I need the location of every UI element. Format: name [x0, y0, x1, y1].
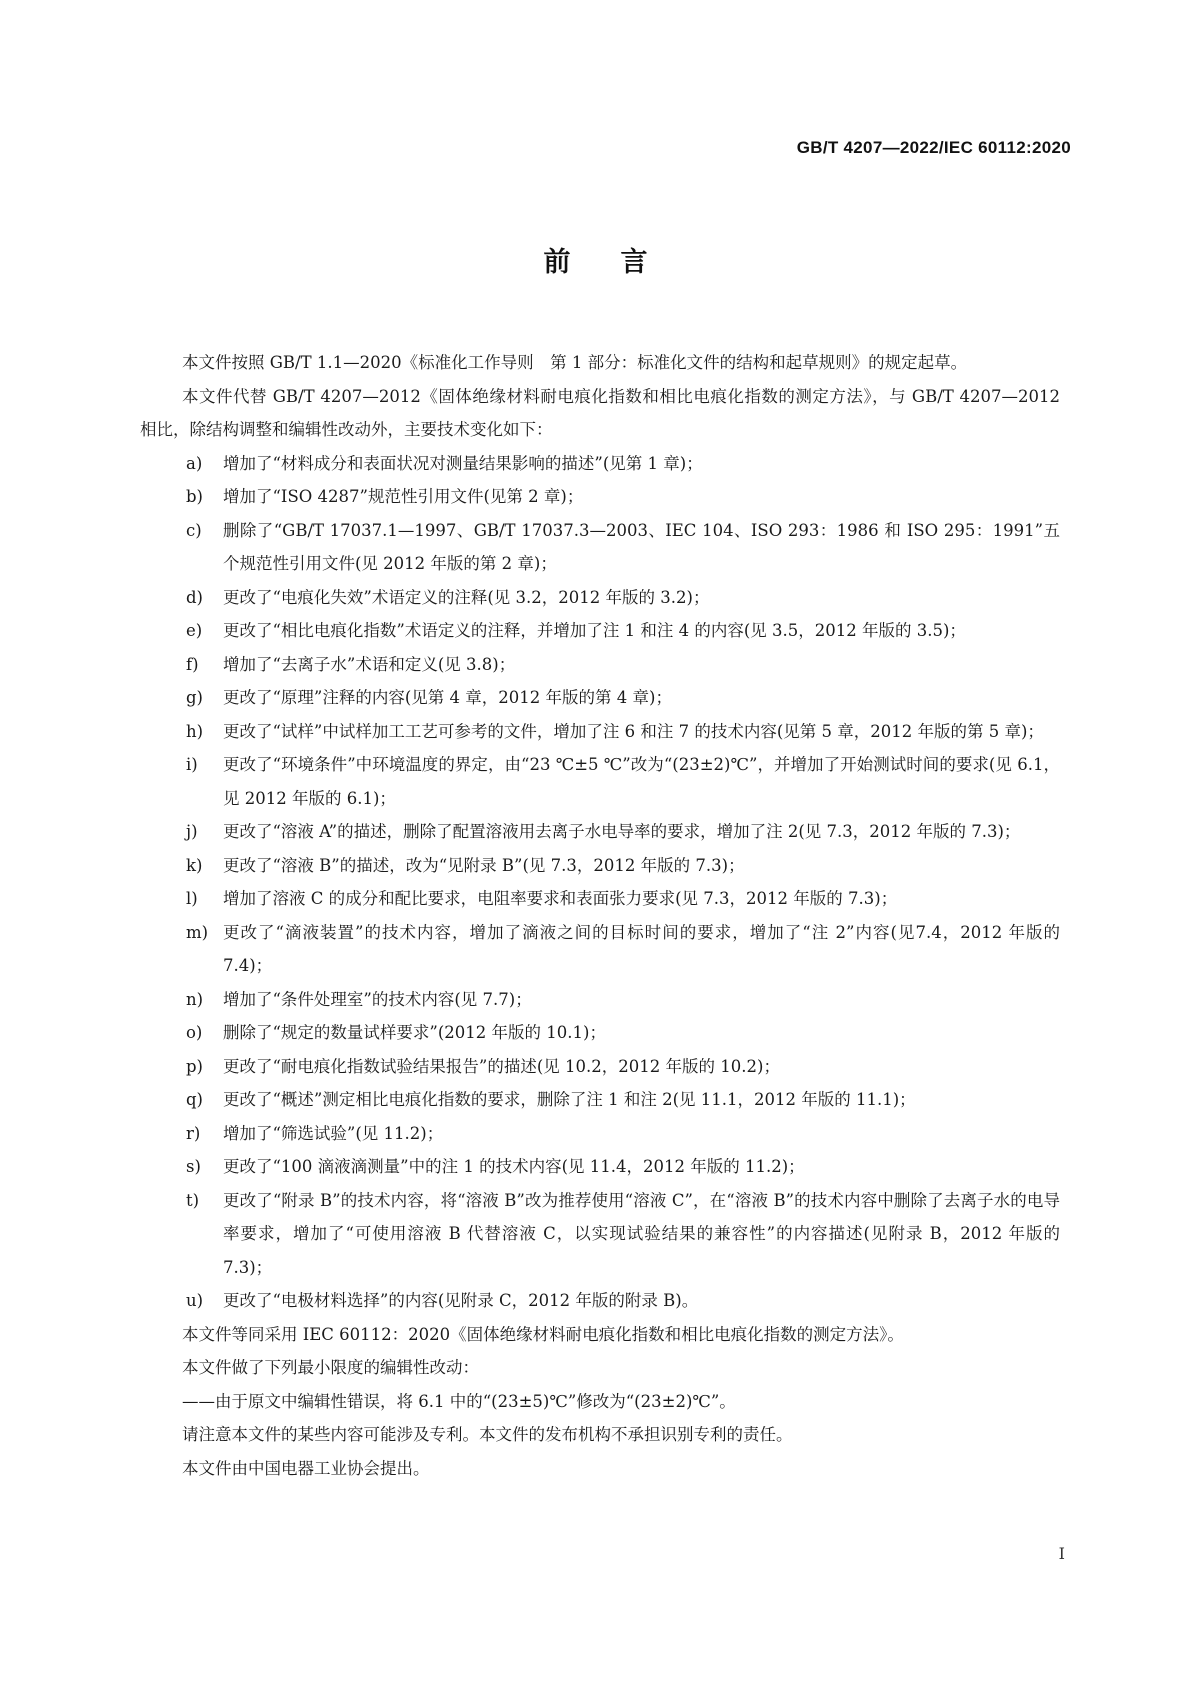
change-item-marker: j) — [186, 822, 198, 841]
change-item-text: 增加了“去离子水”术语和定义(见 3.8)； — [223, 654, 516, 674]
change-item — [140, 1083, 1060, 1117]
change-item — [140, 882, 1060, 916]
change-item — [140, 715, 1060, 749]
change-item — [140, 1184, 1060, 1285]
change-item — [140, 983, 1060, 1017]
change-item-marker: p) — [186, 1056, 203, 1076]
change-item-text: 增加了溶液 C 的成分和配比要求，电阻率要求和表面张力要求(见 7.3，2012 年版的 7.3)； — [223, 889, 898, 908]
change-item-marker: m) — [186, 922, 209, 942]
change-item — [140, 1016, 1060, 1050]
change-item-marker: t) — [186, 1190, 200, 1210]
change-item-text: 增加了“材料成分和表面状况对测量结果影响的描述”(见第 1 章)； — [223, 453, 703, 473]
change-item — [140, 614, 1060, 648]
change-item-text: 更改了“相比电痕化指数”术语定义的注释，并增加了注 1 和注 4 的内容(见 3.5，2012 年版的 3.5)； — [223, 621, 966, 640]
change-item-marker: e) — [186, 621, 203, 640]
change-item-text: 更改了“概述”测定相比电痕化指数的要求，删除了注 1 和注 2(见 11.1，2012 年版的 11.1)； — [223, 1090, 916, 1109]
editorial-change-item: ——由于原文中编辑性错误，将 6.1 中的“(23±5)℃”修改为“(23±2)℃”。 — [182, 1391, 736, 1411]
change-item-marker: b) — [186, 487, 203, 506]
foreword-body — [140, 346, 1060, 1485]
change-item — [140, 447, 1060, 481]
change-item-text: 更改了“电极材料选择”的内容(见附录 C，2012 年版的附录 B)。 — [223, 1291, 699, 1310]
page-number: I — [1058, 1544, 1065, 1563]
change-item-text: 更改了“溶液 A”的描述，删除了配置溶液用去离子水电导率的要求，增加了注 2(见 7.3，2012 年版的 7.3)； — [223, 822, 1021, 841]
change-item-text: 增加了“ISO 4287”规范性引用文件(见第 2 章)； — [223, 487, 584, 506]
change-item-text: 更改了“附录 B”的技术内容，将“溶液 B”改为推荐使用“溶液 C”，在“溶液 B”的技术内容中删除了去离子水的电导率要求，增加了“可使用溶液 B 代替溶液 C，以实现试验结果的兼容性”的内容描述(见附录 B，2012 年版的 7.3)； — [223, 1190, 1060, 1277]
change-item-text: 更改了“电痕化失效”术语定义的注释(见 3.2，2012 年版的 3.2)； — [223, 587, 710, 607]
change-item — [140, 815, 1060, 849]
change-item-marker: d) — [186, 587, 203, 607]
change-item — [140, 916, 1060, 983]
patent-notice: 请注意本文件的某些内容可能涉及专利。本文件的发布机构不承担识别专利的责任。 — [182, 1425, 793, 1444]
change-item — [140, 849, 1060, 883]
change-item-marker: u) — [186, 1291, 204, 1310]
change-item-marker: f) — [186, 654, 199, 674]
change-item-text: 更改了“耐电痕化指数试验结果报告”的描述(见 10.2，2012 年版的 10.2)； — [223, 1056, 780, 1076]
change-item-text: 增加了“筛选试验”(见 11.2)； — [223, 1123, 444, 1143]
change-item-marker: n) — [186, 989, 204, 1009]
change-item-marker: a) — [186, 453, 203, 473]
change-item-text: 更改了“原理”注释的内容(见第 4 章，2012 年版的第 4 章)； — [223, 688, 672, 707]
change-item-marker: l) — [186, 889, 198, 908]
change-item-text: 删除了“GB/T 17037.1—1997、GB/T 17037.3—2003、IEC 104、ISO 293：1986 和 ISO 295：1991”五个规范性引用文件(见 2012 年版的第 2 章)； — [223, 520, 1060, 573]
change-item — [140, 648, 1060, 682]
change-item-marker: s) — [186, 1157, 201, 1176]
change-item-text: 更改了“试样”中试样加工工艺可参考的文件，增加了注 6 和注 7 的技术内容(见第 5 章，2012 年版的第 5 章)； — [223, 721, 1044, 741]
change-item — [140, 480, 1060, 514]
change-item-marker: r) — [186, 1123, 201, 1143]
standard-code: GB/T 4207—2022/IEC 60112:2020 — [796, 138, 1071, 157]
intro-paragraph: 本文件按照 GB/T 1.1—2020《标准化工作导则 第 1 部分：标准化文件的结构和起草规则》的规定起草。 — [182, 353, 968, 372]
change-item-marker: o) — [186, 1023, 203, 1042]
change-item — [140, 1150, 1060, 1184]
change-item — [140, 1117, 1060, 1151]
change-item — [140, 581, 1060, 615]
change-item-text: 更改了“溶液 B”的描述，改为“见附录 B”(见 7.3，2012 年版的 7.3)； — [223, 855, 745, 875]
change-item-marker: k) — [186, 855, 203, 875]
change-item — [140, 1284, 1060, 1318]
change-item-marker: h) — [186, 721, 204, 741]
change-item-text: 更改了“100 滴液滴测量”中的注 1 的技术内容(见 11.4，2012 年版的 11.2)； — [223, 1157, 805, 1176]
change-item-marker: c) — [186, 520, 202, 540]
change-item-marker: i) — [186, 755, 198, 774]
replacement-paragraph: 本文件代替 GB/T 4207—2012《固体绝缘材料耐电痕化指数和相比电痕化指数的测定方法》，与 GB/T 4207—2012 相比，除结构调整和编辑性改动外，主要技术变化如下： — [140, 386, 1060, 439]
change-item-marker: g) — [186, 688, 203, 707]
change-item-text: 增加了“条件处理室”的技术内容(见 7.7)； — [223, 989, 532, 1009]
change-item — [140, 681, 1060, 715]
change-item — [140, 748, 1060, 815]
change-item-text: 删除了“规定的数量试样要求”(2012 年版的 10.1)； — [223, 1023, 606, 1042]
change-item-marker: q) — [186, 1090, 203, 1109]
change-item-text: 更改了“环境条件”中环境温度的界定，由“23 ℃±5 ℃”改为“(23±2)℃”，并增加了开始测试时间的要求(见 6.1，见 2012 年版的 6.1)； — [223, 755, 1060, 808]
editorial-changes-paragraph: 本文件做了下列最小限度的编辑性改动： — [182, 1358, 479, 1377]
page-title: 前言 — [543, 247, 698, 278]
changes-list — [140, 447, 1060, 1318]
change-item-text: 更改了“滴液装置”的技术内容，增加了滴液之间的目标时间的要求，增加了“注 2”内容(见7.4，2012 年版的 7.4)； — [223, 922, 1060, 975]
proposer-paragraph: 本文件由中国电器工业协会提出。 — [182, 1458, 430, 1478]
adoption-paragraph: 本文件等同采用 IEC 60112：2020《固体绝缘材料耐电痕化指数和相比电痕化指数的测定方法》。 — [182, 1324, 904, 1344]
change-item — [140, 514, 1060, 581]
change-item — [140, 1050, 1060, 1084]
